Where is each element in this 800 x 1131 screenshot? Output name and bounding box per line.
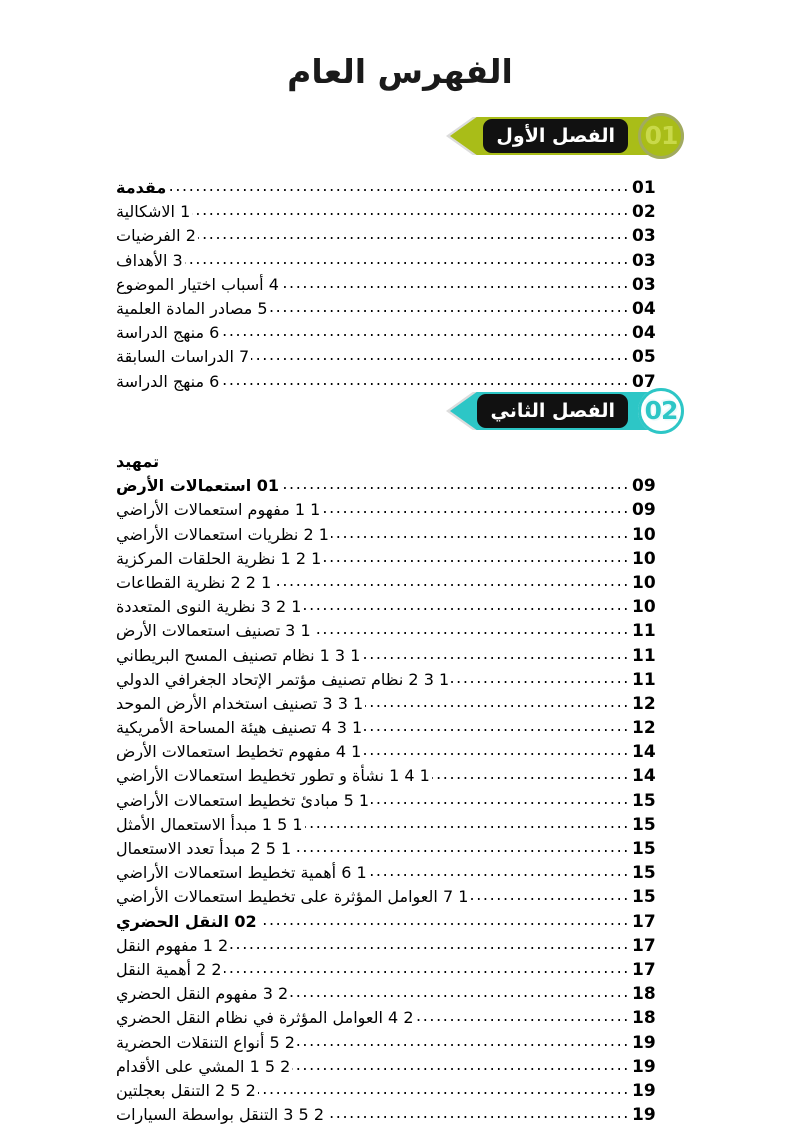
toc-row[interactable] xyxy=(110,839,690,863)
toc-leader-dots xyxy=(364,719,630,733)
toc-entry-title: 1 3 3 تصنيف استخدام الأرض الموحد xyxy=(116,693,364,713)
toc-page-number: 18 xyxy=(632,1008,656,1029)
toc-entry-title: 1 6 أهمية تخطيط استعمالات الأراضي xyxy=(116,863,367,883)
toc-entry-title: مقدمة xyxy=(116,178,167,197)
chapter-label: الفصل الأول xyxy=(483,119,628,153)
toc-row[interactable] xyxy=(110,525,690,549)
toc-page-number: 15 xyxy=(632,887,656,908)
toc-leader-dots xyxy=(251,348,630,362)
toc-row[interactable] xyxy=(110,202,690,226)
toc-row[interactable] xyxy=(110,549,690,573)
toc-page-number: 19 xyxy=(632,1032,656,1053)
toc-leader-dots xyxy=(470,888,630,902)
toc-row[interactable] xyxy=(110,226,690,250)
toc-page-number: 04 xyxy=(632,323,656,344)
toc-entry-title: 1 3 1 نظام تصنيف المسح البريطاني xyxy=(116,645,361,665)
toc-leader-dots xyxy=(362,647,630,661)
toc-leader-dots xyxy=(292,1058,630,1072)
toc-entry-title: 2 5 أنواع التنقلات الحضرية xyxy=(116,1032,295,1052)
toc-entry-title: 02 النقل الحضري xyxy=(116,911,257,931)
toc-entry-title: 1 5 مبادئ تخطيط استعمالات الأراضي xyxy=(116,790,370,810)
toc-row[interactable] xyxy=(110,597,690,621)
toc-entry-title: 7 الدراسات السابقة xyxy=(116,347,250,367)
toc-page-number: 14 xyxy=(632,742,656,763)
toc-page-number: 15 xyxy=(632,814,656,835)
toc-row[interactable] xyxy=(110,960,690,984)
toc-list-chapter-01 xyxy=(110,178,690,396)
chapter-banner-01 xyxy=(450,113,690,159)
toc-page-number: 15 xyxy=(632,790,656,811)
toc-entry-title: 2 5 3 التنقل بواسطة السيارات xyxy=(116,1105,324,1125)
toc-page-number: 17 xyxy=(632,959,656,980)
toc-page-number: 19 xyxy=(632,1056,656,1077)
toc-row[interactable] xyxy=(110,791,690,815)
toc-row[interactable] xyxy=(110,275,690,299)
page-title: الفهرس العام xyxy=(287,52,513,91)
toc-row[interactable] xyxy=(110,452,690,476)
toc-page-number: 17 xyxy=(632,935,656,956)
toc-entry-title: 2 2 أهمية النقل xyxy=(116,959,222,979)
toc-entry-title: 01 استعمالات الأرض xyxy=(116,476,280,496)
toc-leader-dots xyxy=(221,373,630,387)
toc-entry-title: تمهيد xyxy=(116,452,160,471)
toc-leader-dots xyxy=(416,1009,631,1023)
toc-page-number: 03 xyxy=(632,226,656,247)
toc-row[interactable] xyxy=(110,1008,690,1032)
chapter-label: الفصل الثاني xyxy=(477,394,628,428)
toc-page-number: 02 xyxy=(632,202,656,223)
toc-page-number: 05 xyxy=(632,347,656,368)
toc-row[interactable] xyxy=(110,1033,690,1057)
chapter-number: 02 xyxy=(644,396,678,425)
toc-leader-dots xyxy=(293,840,630,854)
toc-entry-title: 1 الاشكالية xyxy=(116,202,191,222)
chapter-banner-02 xyxy=(450,388,690,434)
toc-row[interactable] xyxy=(110,863,690,887)
toc-row[interactable] xyxy=(110,476,690,500)
toc-page-number: 04 xyxy=(632,298,656,319)
toc-entry-title: 4 أسباب اختيار الموضوع xyxy=(116,274,279,294)
toc-leader-dots xyxy=(371,792,630,806)
toc-page-number: 14 xyxy=(632,766,656,787)
toc-entry-title: 1 3 2 نظام تصنيف مؤتمر الإتحاد الجغرافي الدولي xyxy=(116,669,450,689)
toc-row[interactable] xyxy=(110,500,690,524)
toc-leader-dots xyxy=(198,227,630,241)
toc-page-number: 17 xyxy=(632,911,656,932)
toc-page-number: 01 xyxy=(632,178,656,198)
toc-leader-dots xyxy=(290,985,630,999)
toc-row[interactable] xyxy=(110,621,690,645)
toc-row[interactable] xyxy=(110,984,690,1008)
toc-page-number: 09 xyxy=(632,500,656,521)
toc-row[interactable] xyxy=(110,1081,690,1105)
toc-entry-title: 6 منهج الدراسة xyxy=(116,371,220,391)
toc-row[interactable] xyxy=(110,251,690,275)
toc-leader-dots xyxy=(259,913,630,927)
toc-row[interactable] xyxy=(110,766,690,790)
toc-leader-dots xyxy=(221,324,630,338)
toc-leader-dots xyxy=(305,816,630,830)
toc-page-number: 10 xyxy=(632,548,656,569)
toc-row[interactable] xyxy=(110,912,690,936)
toc-page-number: 19 xyxy=(632,1105,656,1126)
toc-leader-dots xyxy=(281,477,630,491)
toc-row[interactable] xyxy=(110,815,690,839)
toc-entry-title: 2 5 2 التنقل بعجلتين xyxy=(116,1080,256,1100)
toc-page-number: 12 xyxy=(632,693,656,714)
toc-leader-dots xyxy=(326,1106,630,1120)
toc-row[interactable] xyxy=(110,323,690,347)
toc-entry-title: 1 2 3 نظرية النوى المتعددة xyxy=(116,597,302,617)
toc-entry-title: 5 مصادر المادة العلمية xyxy=(116,298,268,318)
toc-row[interactable] xyxy=(110,299,690,323)
toc-row[interactable] xyxy=(110,1057,690,1081)
toc-row[interactable] xyxy=(110,347,690,371)
toc-leader-dots xyxy=(322,501,630,515)
toc-leader-dots xyxy=(369,864,630,878)
toc-entry-title: 1 3 تصنيف استعمالات الأرض xyxy=(116,621,311,641)
chapter-number-disc xyxy=(638,388,684,434)
toc-row[interactable] xyxy=(110,178,690,202)
toc-page-number: 15 xyxy=(632,839,656,859)
toc-row[interactable] xyxy=(110,936,690,960)
toc-page-number: 11 xyxy=(632,669,656,690)
toc-entry-title: 2 3 مفهوم النقل الحضري xyxy=(116,984,289,1004)
toc-entry-title: 1 2 2 نظرية القطاعات xyxy=(116,572,272,592)
toc-page-number: 18 xyxy=(632,984,656,1005)
toc-entry-title: 1 5 2 مبدأ تعدد الاستعمال xyxy=(116,839,292,858)
chapter-number-disc xyxy=(638,113,684,159)
toc-leader-dots xyxy=(281,276,630,290)
toc-entry-title: 1 3 4 تصنيف هيئة المساحة الأمريكية xyxy=(116,718,363,738)
toc-leader-dots xyxy=(161,453,630,467)
toc-leader-dots xyxy=(365,695,630,709)
toc-leader-dots xyxy=(192,203,630,217)
toc-entry-title: 3 الأهداف xyxy=(116,250,183,270)
toc-leader-dots xyxy=(273,574,630,588)
toc-entry-title: 1 2 1 نظرية الحلقات المركزية xyxy=(116,548,322,568)
toc-entry-title: 2 4 العوامل المؤثرة في نظام النقل الحضري xyxy=(116,1008,414,1028)
toc-page-number: 12 xyxy=(632,718,656,739)
toc-page-number: 03 xyxy=(632,274,656,295)
toc-page-number: 09 xyxy=(632,476,656,497)
toc-entry-title: 2 1 مفهوم النقل xyxy=(116,935,229,955)
toc-page-number: 15 xyxy=(632,863,656,884)
toc-leader-dots xyxy=(224,961,630,975)
toc-row[interactable] xyxy=(110,742,690,766)
toc-row[interactable] xyxy=(110,670,690,694)
toc-page-number: 11 xyxy=(632,645,656,666)
toc-page-number: 19 xyxy=(632,1080,656,1101)
toc-entry-title: 1 5 1 مبدأ الاستعمال الأمثل xyxy=(116,814,303,834)
toc-entry-title: 2 الفرضيات xyxy=(116,226,196,246)
toc-row[interactable] xyxy=(110,694,690,718)
toc-entry-title: 1 4 1 نشأة و تطور تخطيط استعمالات الأراضي xyxy=(116,766,430,786)
toc-leader-dots xyxy=(230,937,630,951)
toc-page-number: 10 xyxy=(632,572,656,593)
toc-leader-dots xyxy=(297,1034,630,1048)
toc-leader-dots xyxy=(432,767,630,781)
toc-page-number: 11 xyxy=(632,621,656,642)
toc-leader-dots xyxy=(331,526,630,540)
toc-leader-dots xyxy=(313,622,630,636)
toc-row[interactable] xyxy=(110,887,690,911)
toc-page-number: 10 xyxy=(632,524,656,545)
toc-leader-dots xyxy=(258,1082,630,1096)
toc-entry-title: 6 منهج الدراسة xyxy=(116,323,220,343)
toc-leader-dots xyxy=(451,671,630,685)
toc-row[interactable] xyxy=(110,1105,690,1129)
toc-row[interactable] xyxy=(110,573,690,597)
toc-entry-title: 1 4 مفهوم تخطيط استعمالات الأرض xyxy=(116,742,362,762)
toc-leader-dots xyxy=(363,743,630,757)
toc-page-number: 10 xyxy=(632,597,656,618)
toc-entry-title: 1 7 العوامل المؤثرة على تخطيط استعمالات الأراضي xyxy=(116,887,469,907)
toc-row[interactable] xyxy=(110,646,690,670)
toc-page-number: 03 xyxy=(632,250,656,271)
toc-entry-title: 1 1 مفهوم استعمالات الأراضي xyxy=(116,500,321,520)
toc-list-chapter-02 xyxy=(110,452,690,1129)
toc-leader-dots xyxy=(303,598,630,612)
toc-row[interactable] xyxy=(110,718,690,742)
chapter-number: 01 xyxy=(644,121,678,150)
toc-leader-dots xyxy=(323,550,630,564)
toc-leader-dots xyxy=(168,179,630,193)
toc-entry-title: 1 2 نظريات استعمالات الأراضي xyxy=(116,524,329,544)
toc-entry-title: 2 5 1 المشي على الأقدام xyxy=(116,1056,291,1076)
toc-leader-dots xyxy=(270,300,630,314)
toc-page-number: 07 xyxy=(632,371,656,392)
toc-leader-dots xyxy=(185,252,630,266)
